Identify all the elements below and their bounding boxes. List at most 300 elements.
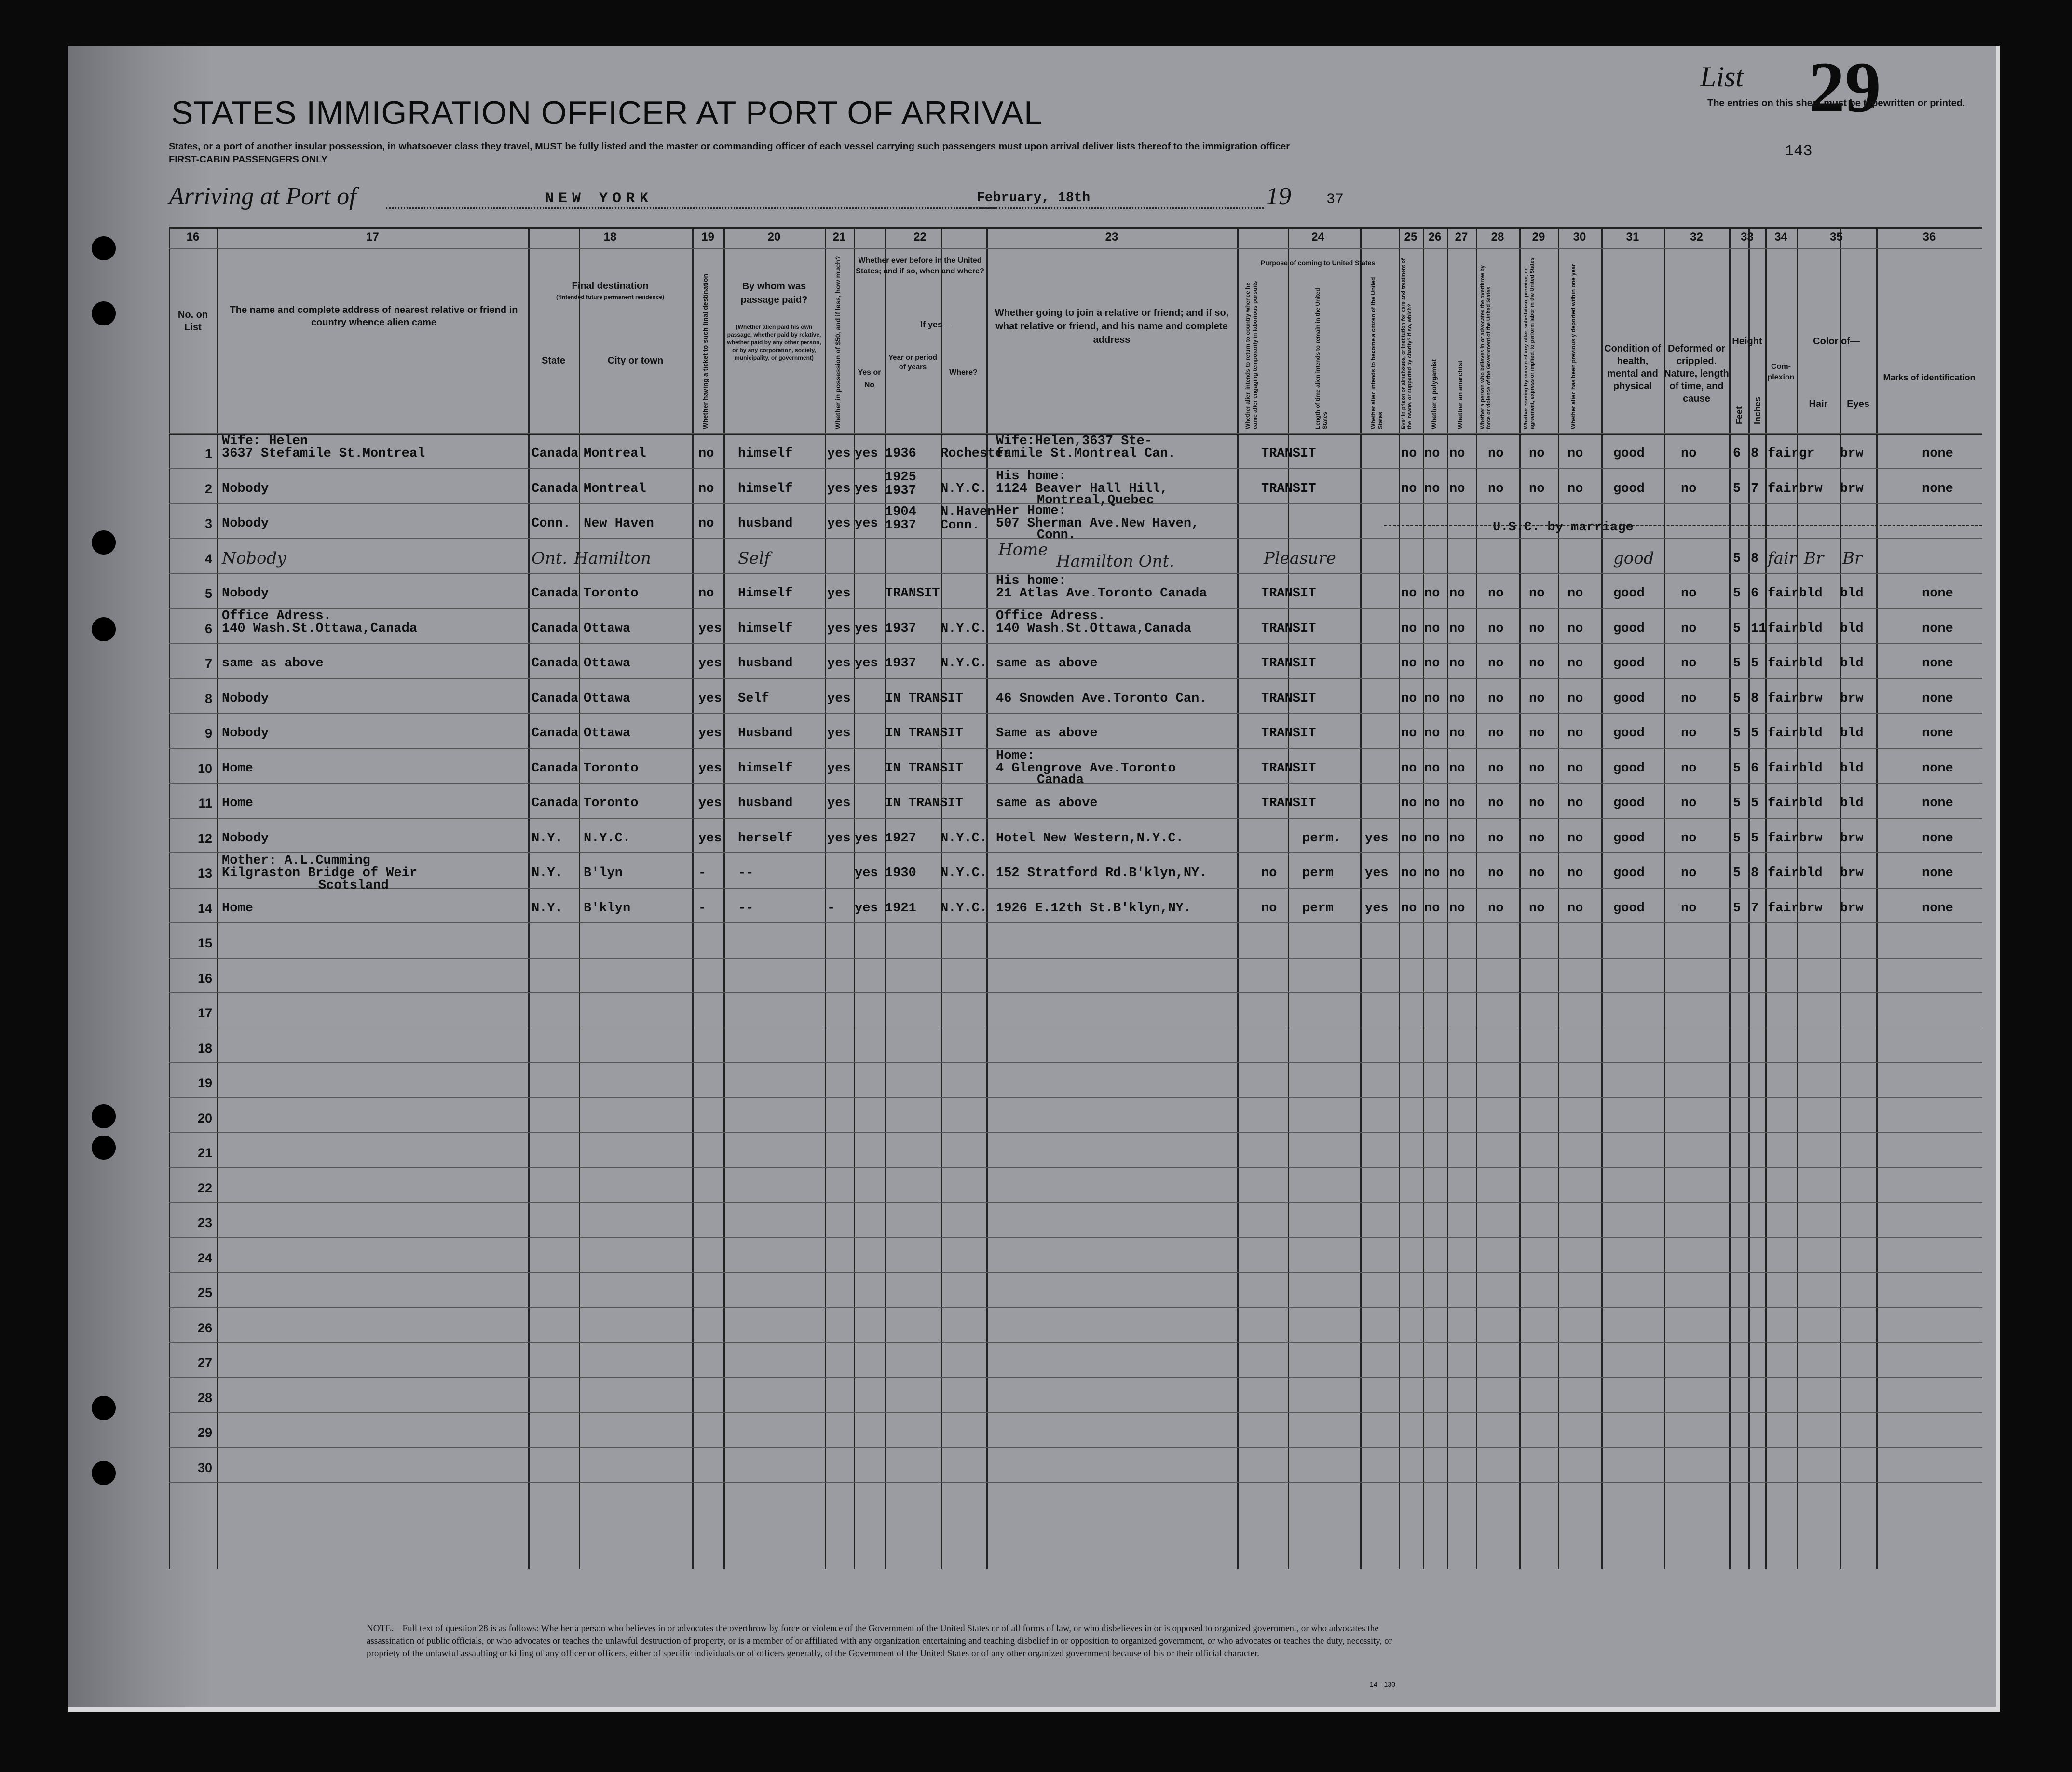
complexion-value: fair bbox=[1768, 726, 1799, 741]
binding-hole bbox=[92, 1461, 116, 1485]
c30-value: no bbox=[1568, 796, 1583, 811]
header-ever-before: Whether ever before in the United States; and if so, when and where? bbox=[856, 257, 984, 275]
row-number: 25 bbox=[197, 1285, 212, 1300]
row-rule bbox=[169, 1342, 1982, 1343]
c30-value: no bbox=[1568, 656, 1583, 671]
where-value: N.Y.C. bbox=[941, 481, 988, 496]
row-number: 15 bbox=[197, 936, 212, 950]
joining-line: 152 Stratford Rd.B'klyn,NY. bbox=[996, 866, 1207, 880]
column-number: 17 bbox=[366, 230, 379, 243]
ever-before-value: yes bbox=[855, 831, 878, 846]
year-value: 1937 bbox=[885, 621, 916, 636]
citizen-intent: yes bbox=[1365, 901, 1389, 916]
instruction-line: States, or a port of another insular possession, in whatsoever class they travel, MUST be fully listed and the master or commanding officer of each vessel carrying such passengers must upon arrival deliver lists thereof to the immigration officer bbox=[169, 141, 1290, 152]
row-number: 7 bbox=[204, 656, 212, 671]
hair-value: brw bbox=[1799, 481, 1823, 496]
column-number: 25 bbox=[1404, 230, 1418, 243]
row-number: 28 bbox=[197, 1390, 212, 1405]
passage-paid-value: himself bbox=[738, 446, 793, 461]
column-number: 28 bbox=[1491, 230, 1504, 243]
joining-line: Same as above bbox=[996, 726, 1098, 741]
relative-line: Scotsland bbox=[318, 879, 389, 893]
inches-value: 5 bbox=[1751, 726, 1759, 741]
row-rule bbox=[169, 1482, 1982, 1483]
relative-address: Home bbox=[222, 796, 253, 811]
hair-value: bld bbox=[1799, 866, 1823, 880]
header-color-of: Color of— bbox=[1813, 336, 1860, 347]
column-number: 18 bbox=[603, 230, 617, 243]
complexion-value: fair bbox=[1768, 481, 1799, 496]
column-divider bbox=[1360, 227, 1362, 1569]
purpose-value: no bbox=[1261, 866, 1277, 880]
passage-paid-value: husband bbox=[738, 516, 793, 531]
c30-value: no bbox=[1568, 586, 1583, 601]
health-value: good bbox=[1613, 761, 1645, 776]
row-rule bbox=[169, 818, 1982, 819]
header-inches: Inches bbox=[1753, 396, 1762, 424]
eyes-value: bld bbox=[1840, 621, 1864, 636]
dest-state: Canada bbox=[532, 586, 579, 601]
binding-hole bbox=[92, 1136, 116, 1160]
inches-value: 7 bbox=[1751, 901, 1759, 916]
row-number: 29 bbox=[197, 1425, 212, 1440]
year-value: IN TRANSIT bbox=[885, 691, 964, 706]
relative-address: 3637 Stefamile St.Montreal bbox=[222, 446, 425, 461]
row-rule bbox=[169, 678, 1982, 679]
row-number: 2 bbox=[204, 481, 212, 496]
deformed-value: no bbox=[1681, 621, 1697, 636]
column-divider bbox=[854, 227, 855, 1569]
dest-city: N.Y.C. bbox=[584, 831, 631, 846]
dest-state: Canada bbox=[532, 481, 579, 496]
column-divider bbox=[941, 227, 942, 1569]
row-number: 4 bbox=[204, 551, 212, 566]
row-number: 17 bbox=[197, 1006, 212, 1020]
where-value: N.Y.C. bbox=[941, 621, 988, 636]
row-rule bbox=[169, 1132, 1982, 1133]
column-number: 21 bbox=[832, 230, 846, 243]
c27-value: no bbox=[1449, 446, 1465, 461]
where-value: N.Y.C. bbox=[941, 831, 988, 846]
c26-value: no bbox=[1424, 446, 1440, 461]
inches-value: 5 bbox=[1751, 796, 1759, 811]
marks-value: none bbox=[1922, 726, 1953, 741]
header-c29: Whether coming by reason of any offer, solicitation, promise, or agreement, express or implied, to perform labor in the United States bbox=[1523, 257, 1535, 429]
relative-address: Home bbox=[222, 901, 253, 916]
ever-before-value: yes bbox=[855, 481, 878, 496]
column-number: 33 bbox=[1741, 230, 1754, 243]
passage-paid-value: husband bbox=[738, 656, 793, 671]
feet-value: 5 bbox=[1733, 796, 1741, 811]
marks-value: none bbox=[1922, 866, 1953, 880]
year-value: 1927 bbox=[885, 831, 916, 846]
column-divider bbox=[1399, 227, 1400, 1569]
hair-value: bld bbox=[1799, 586, 1823, 601]
row-number: 22 bbox=[197, 1180, 212, 1195]
c26-value: no bbox=[1424, 901, 1440, 916]
column-number: 26 bbox=[1428, 230, 1442, 243]
handwritten-joining: Hamilton Ont. bbox=[1056, 551, 1174, 571]
dest-state: N.Y. bbox=[532, 866, 563, 880]
eyes-value: brw bbox=[1840, 481, 1864, 496]
marks-value: none bbox=[1922, 761, 1953, 776]
c27-value: no bbox=[1449, 621, 1465, 636]
column-divider bbox=[579, 227, 580, 1569]
inches-value: 5 bbox=[1751, 831, 1759, 846]
dest-city: Ottawa bbox=[584, 621, 631, 636]
binding-hole bbox=[92, 301, 116, 325]
purpose-value: TRANSIT bbox=[1261, 761, 1316, 776]
marks-value: none bbox=[1922, 691, 1953, 706]
inches-value: 8 bbox=[1751, 446, 1759, 461]
ticket-value: yes bbox=[698, 796, 722, 811]
handwritten-city: Hamilton bbox=[574, 548, 651, 568]
column-divider bbox=[217, 227, 218, 1569]
where-value: N.Y.C. bbox=[941, 656, 988, 671]
joining-line: 1124 Beaver Hall Hill, bbox=[996, 481, 1168, 496]
header-health: Condition of health, mental and physical bbox=[1604, 343, 1661, 392]
complexion-value: fair bbox=[1768, 761, 1799, 776]
list-label: List bbox=[1700, 61, 1744, 93]
arriving-label: Arriving at Port of bbox=[169, 183, 356, 210]
column-number: 31 bbox=[1626, 230, 1639, 243]
citizen-intent: yes bbox=[1365, 831, 1389, 846]
header-final-destination-note: (*Intended future permanent residence) bbox=[556, 294, 665, 300]
row-rule bbox=[169, 1167, 1982, 1168]
header-joining: Whether going to join a relative or friend; and if so, what relative or friend, and his name and complete address bbox=[995, 308, 1229, 345]
column-divider bbox=[1876, 227, 1878, 1569]
hair-value: bld bbox=[1799, 796, 1823, 811]
handwritten-hair: Br bbox=[1804, 548, 1824, 568]
dest-city: Toronto bbox=[584, 586, 639, 601]
joining-line: 21 Atlas Ave.Toronto Canada bbox=[996, 586, 1207, 601]
row-number: 30 bbox=[197, 1460, 212, 1475]
row-rule bbox=[169, 573, 1982, 574]
c29-value: no bbox=[1529, 656, 1545, 671]
c29-value: no bbox=[1529, 761, 1545, 776]
c28-value: no bbox=[1488, 656, 1504, 671]
row-rule bbox=[169, 922, 1982, 923]
header-c26: Whether a polygamist bbox=[1430, 359, 1438, 429]
c28-value: no bbox=[1488, 726, 1504, 741]
column-divider bbox=[1447, 227, 1448, 1569]
column-divider bbox=[723, 227, 725, 1569]
health-value: good bbox=[1613, 656, 1645, 671]
hair-value: brw bbox=[1799, 901, 1823, 916]
purpose-value: TRANSIT bbox=[1261, 796, 1316, 811]
complexion-value: fair bbox=[1768, 691, 1799, 706]
dest-state: Canada bbox=[532, 726, 579, 741]
feet-value: 5 bbox=[1733, 656, 1741, 671]
relative-line: Office Adress. bbox=[222, 609, 331, 623]
row-rule bbox=[169, 713, 1982, 714]
c29-value: no bbox=[1529, 481, 1545, 496]
header-eyes: Eyes bbox=[1847, 399, 1869, 409]
row-number: 13 bbox=[197, 866, 212, 880]
ticket-value: no bbox=[698, 446, 714, 461]
passage-paid-value: husband bbox=[738, 796, 793, 811]
marks-value: none bbox=[1922, 901, 1953, 916]
column-divider bbox=[528, 227, 530, 1569]
column-divider bbox=[1558, 227, 1559, 1569]
deformed-value: no bbox=[1681, 691, 1697, 706]
deformed-value: no bbox=[1681, 586, 1697, 601]
c25-value: no bbox=[1401, 831, 1417, 846]
dest-city: B'klyn bbox=[584, 901, 631, 916]
joining-line: 4 Glengrove Ave.Toronto bbox=[996, 761, 1176, 776]
passage-paid-value: himself bbox=[738, 481, 793, 496]
citizen-intent: yes bbox=[1365, 866, 1389, 880]
year-value: 1937 bbox=[885, 483, 916, 498]
row-number: 12 bbox=[197, 831, 212, 846]
purpose-value: TRANSIT bbox=[1261, 726, 1316, 741]
handwritten-eyes: Br bbox=[1842, 548, 1863, 568]
complexion-value: fair bbox=[1768, 866, 1799, 880]
eyes-value: bld bbox=[1840, 761, 1864, 776]
inches-value: 7 bbox=[1751, 481, 1759, 496]
c28-value: no bbox=[1488, 586, 1504, 601]
c30-value: no bbox=[1568, 866, 1583, 880]
passage-paid-value: Husband bbox=[738, 726, 793, 741]
column-divider bbox=[1423, 227, 1424, 1569]
binding-hole bbox=[92, 236, 116, 260]
footnote: NOTE.—Full text of question 28 is as follows: Whether a person who believes in or advocates the overthrow by force or violence of the Government of the United States or of all forms of law, or who disbelieves in or is opposed to organized government, or who advocates the assassination of public officials, or who advocates or teaches the unlawful destruction of property, or is a member of or affiliated with any organization entertaining and teaching disbelief in or opposition to organized government, or who advocates or teaches the duty, necessity, or propriety of the unlawful assaulting or killing of any officer or officers, either of specific individuals or of officers generally, of the Government of the United States or of any other organized government because of his or their official character. bbox=[367, 1623, 1392, 1659]
year-value: 1937 bbox=[885, 656, 916, 671]
row-rule bbox=[169, 468, 1982, 469]
c29-value: no bbox=[1529, 901, 1545, 916]
relative-address: same as above bbox=[222, 656, 324, 671]
row-rule bbox=[169, 852, 1982, 853]
feet-value: 6 bbox=[1733, 446, 1741, 461]
eyes-value: bld bbox=[1840, 726, 1864, 741]
eyes-value: brw bbox=[1840, 691, 1864, 706]
row-number: 19 bbox=[197, 1076, 212, 1090]
complexion-value: fair bbox=[1768, 901, 1799, 916]
status-note: U.S.C. by marriage bbox=[1493, 520, 1634, 535]
c30-value: no bbox=[1568, 726, 1583, 741]
c25-value: no bbox=[1401, 796, 1417, 811]
passage-paid-value: -- bbox=[738, 866, 754, 880]
dest-state: N.Y. bbox=[532, 831, 563, 846]
header-yes-no: Yes or No bbox=[858, 368, 881, 389]
passage-paid-value: Self bbox=[738, 691, 769, 706]
joining-line: Canada bbox=[1037, 772, 1084, 787]
health-value: good bbox=[1613, 831, 1645, 846]
ticket-value: - bbox=[698, 901, 707, 916]
c25-value: no bbox=[1401, 656, 1417, 671]
eyes-value: bld bbox=[1840, 656, 1864, 671]
complexion-value: fair bbox=[1768, 796, 1799, 811]
c30-value: no bbox=[1568, 446, 1583, 461]
joining-line: Her Home: bbox=[996, 504, 1066, 518]
money-value: yes bbox=[827, 796, 851, 811]
c26-value: no bbox=[1424, 586, 1440, 601]
handwritten-complexion: fair bbox=[1768, 548, 1797, 568]
handwritten-health: good bbox=[1613, 548, 1654, 568]
row-number: 16 bbox=[197, 971, 212, 986]
c28-value: no bbox=[1488, 691, 1504, 706]
marks-value: none bbox=[1922, 656, 1953, 671]
port-value: NEW YORK bbox=[545, 190, 654, 207]
column-number: 32 bbox=[1690, 230, 1703, 243]
c26-value: no bbox=[1424, 726, 1440, 741]
dest-state: Conn. bbox=[532, 516, 571, 531]
money-value: yes bbox=[827, 656, 851, 671]
c25-value: no bbox=[1401, 726, 1417, 741]
binding-hole bbox=[92, 617, 116, 641]
row-number: 14 bbox=[197, 901, 212, 916]
eyes-value: brw bbox=[1840, 831, 1864, 846]
complexion-value: fair bbox=[1768, 621, 1799, 636]
dest-city: Ottawa bbox=[584, 656, 631, 671]
inches-value: 8 bbox=[1751, 866, 1759, 880]
header-c28: Whether a person who believes in or advocates the overthrow by force or violence of the Government of the United States bbox=[1480, 265, 1492, 429]
where-value: Rochester bbox=[941, 446, 1011, 461]
column-number: 27 bbox=[1455, 230, 1468, 243]
health-value: good bbox=[1613, 621, 1645, 636]
header-if-yes: If yes— bbox=[920, 320, 952, 329]
c27-value: no bbox=[1449, 726, 1465, 741]
c27-value: no bbox=[1449, 586, 1465, 601]
year-value: TRANSIT bbox=[885, 586, 940, 601]
dest-city: Ottawa bbox=[584, 726, 631, 741]
c29-value: no bbox=[1529, 726, 1545, 741]
health-value: good bbox=[1613, 901, 1645, 916]
health-value: good bbox=[1613, 446, 1645, 461]
passage-paid-value: himself bbox=[738, 621, 793, 636]
money-value: yes bbox=[827, 516, 851, 531]
c27-value: no bbox=[1449, 796, 1465, 811]
purpose-value: TRANSIT bbox=[1261, 656, 1316, 671]
joining-line: Hotel New Western,N.Y.C. bbox=[996, 831, 1184, 846]
inches-value: 8 bbox=[1751, 691, 1759, 706]
c25-value: no bbox=[1401, 866, 1417, 880]
length-of-stay: perm bbox=[1302, 866, 1334, 880]
hair-value: bld bbox=[1799, 656, 1823, 671]
column-number: 23 bbox=[1105, 230, 1118, 243]
ticket-value: yes bbox=[698, 761, 722, 776]
column-divider bbox=[1601, 227, 1603, 1569]
row-number: 23 bbox=[197, 1216, 212, 1230]
header-c30: Whether alien has been previously deported within one year bbox=[1570, 264, 1577, 429]
where-value: N.Y.C. bbox=[941, 866, 988, 880]
joining-line: 46 Snowden Ave.Toronto Can. bbox=[996, 691, 1207, 706]
inches-value: 8 bbox=[1751, 551, 1759, 566]
feet-value: 5 bbox=[1733, 691, 1741, 706]
page-number: 143 bbox=[1785, 142, 1813, 160]
binding-hole bbox=[92, 1104, 116, 1128]
row-number: 8 bbox=[204, 691, 212, 706]
header-height: Height bbox=[1732, 336, 1762, 347]
relative-address: Nobody bbox=[222, 831, 269, 846]
dest-state: Canada bbox=[532, 656, 579, 671]
list-number: 29 bbox=[1809, 47, 1881, 127]
c25-value: no bbox=[1401, 481, 1417, 496]
passage-paid-value: -- bbox=[738, 901, 754, 916]
relative-address: Nobody bbox=[222, 516, 269, 531]
dest-state: Canada bbox=[532, 691, 579, 706]
year-suffix: 37 bbox=[1326, 191, 1344, 208]
year-value: IN TRANSIT bbox=[885, 796, 964, 811]
c30-value: no bbox=[1568, 761, 1583, 776]
column-divider bbox=[1519, 227, 1521, 1569]
joining-line: famile St.Montreal Can. bbox=[996, 446, 1176, 461]
column-number: 20 bbox=[767, 230, 781, 243]
manifest-header bbox=[68, 46, 1996, 229]
dest-city: Montreal bbox=[584, 481, 646, 496]
c27-value: no bbox=[1449, 866, 1465, 880]
feet-value: 5 bbox=[1733, 621, 1741, 636]
row-rule bbox=[169, 1447, 1982, 1448]
form-title: STATES IMMIGRATION OFFICER AT PORT OF ARRIVAL bbox=[171, 95, 1043, 131]
passage-paid-value: herself bbox=[738, 831, 793, 846]
money-value: yes bbox=[827, 481, 851, 496]
feet-value: 5 bbox=[1733, 831, 1741, 846]
year-value: 1936 bbox=[885, 446, 916, 461]
column-number: 29 bbox=[1532, 230, 1545, 243]
c26-value: no bbox=[1424, 796, 1440, 811]
c28-value: no bbox=[1488, 866, 1504, 880]
year-prefix: 19 bbox=[1266, 183, 1291, 210]
complexion-value: fair bbox=[1768, 586, 1799, 601]
row-rule bbox=[169, 1237, 1982, 1238]
money-value: yes bbox=[827, 726, 851, 741]
deformed-value: no bbox=[1681, 761, 1697, 776]
joining-line: same as above bbox=[996, 796, 1098, 811]
header-passage-note: (Whether alien paid his own passage, whether paid by relative, whether paid by any other person, or by any corporation, society, municipality, or government) bbox=[727, 324, 821, 361]
row-number: 21 bbox=[197, 1146, 212, 1160]
row-rule bbox=[169, 643, 1982, 644]
cabin-class-line: FIRST-CABIN PASSENGERS ONLY bbox=[169, 154, 327, 165]
header-state: State bbox=[542, 355, 565, 366]
year-value: 1925 bbox=[885, 470, 916, 485]
money-value: yes bbox=[827, 831, 851, 846]
relative-address: 140 Wash.St.Ottawa,Canada bbox=[222, 621, 418, 636]
column-number: 30 bbox=[1573, 230, 1586, 243]
feet-value: 5 bbox=[1733, 481, 1741, 496]
joining-line: Conn. bbox=[1037, 528, 1077, 542]
money-value: - bbox=[827, 901, 835, 916]
joining-line: His home: bbox=[996, 574, 1066, 588]
date-value: February, 18th bbox=[977, 190, 1091, 205]
row-rule bbox=[169, 1307, 1982, 1308]
hair-value: brw bbox=[1799, 831, 1823, 846]
column-divider bbox=[1729, 227, 1731, 1569]
column-divider bbox=[1797, 227, 1798, 1569]
header-no-on-list: No. on List bbox=[177, 310, 208, 333]
money-value: yes bbox=[827, 761, 851, 776]
c29-value: no bbox=[1529, 586, 1545, 601]
dest-state: Canada bbox=[532, 446, 579, 461]
header-rule bbox=[169, 227, 1982, 229]
header-city: City or town bbox=[607, 355, 664, 366]
column-number: 16 bbox=[186, 230, 200, 243]
health-value: good bbox=[1613, 726, 1645, 741]
row-number: 1 bbox=[204, 446, 212, 461]
hair-value: bld bbox=[1799, 726, 1823, 741]
c30-value: no bbox=[1568, 481, 1583, 496]
c26-value: no bbox=[1424, 621, 1440, 636]
row-rule bbox=[169, 1412, 1982, 1413]
c25-value: no bbox=[1401, 901, 1417, 916]
passage-paid-value: Himself bbox=[738, 586, 793, 601]
deformed-value: no bbox=[1681, 726, 1697, 741]
header-nearest-relative: The name and complete address of nearest relative or friend in country whence alien came bbox=[230, 305, 518, 328]
ever-before-value: yes bbox=[855, 516, 878, 531]
dest-city: Toronto bbox=[584, 761, 639, 776]
c30-value: no bbox=[1568, 621, 1583, 636]
complexion-value: fair bbox=[1768, 831, 1799, 846]
